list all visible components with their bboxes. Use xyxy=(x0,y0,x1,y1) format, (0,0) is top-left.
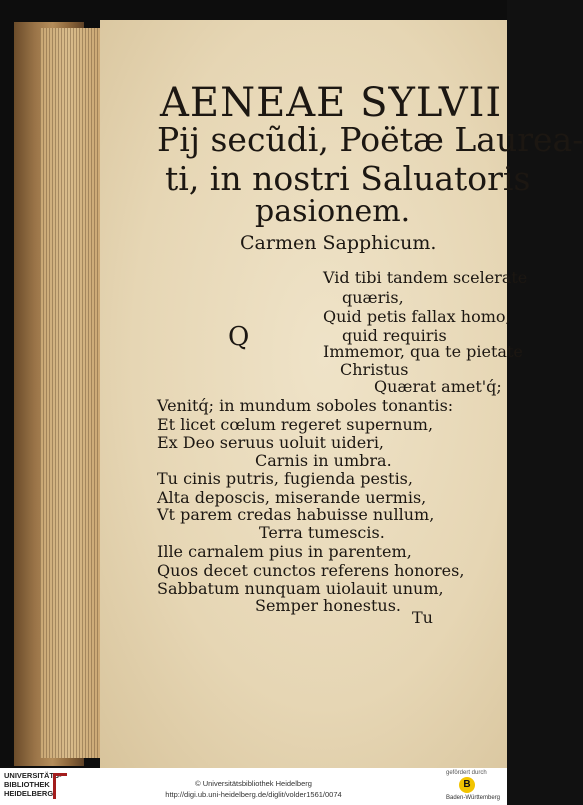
verse-line: Vt parem credas habuisse nullum, xyxy=(157,505,435,524)
verse-line: Et licet cœlum regeret supernum, xyxy=(157,415,434,434)
verse-line: Alta deposcis, miserande uermis, xyxy=(157,488,427,507)
verse-line: quid requiris xyxy=(342,326,447,345)
title-line-3: ti, in nostri Saluatoris xyxy=(165,159,531,198)
verse-line: Immemor, qua te pietate xyxy=(323,342,523,361)
verse-line: Ille carnalem pius in parentem, xyxy=(157,542,412,561)
verse-line: Semper honestus. xyxy=(255,596,401,615)
library-logo-line: HEIDELBERG xyxy=(4,789,54,798)
library-logo-line: BIBLIOTHEK xyxy=(4,780,50,789)
library-logo-line: UNIVERSITÄTS- xyxy=(4,771,62,780)
verse-line: Quærat amet'q́; xyxy=(374,377,502,396)
permalink[interactable]: http://digi.ub.uni-heidelberg.de/diglit/volder1561/0074 xyxy=(165,790,342,799)
verse-line: Christus xyxy=(340,360,409,379)
drop-initial: Q xyxy=(228,322,250,352)
verse-line: Quos decet cunctos referens honores, xyxy=(157,561,465,580)
verse-line: Venitq́; in mundum soboles tonantis: xyxy=(157,396,454,415)
title-line-2: Pij secũdi, Poëtæ Laurea- xyxy=(157,120,583,159)
verse-line: quæris, xyxy=(342,288,404,307)
verse-line: Sabbatum nunquam uiolauit unum, xyxy=(157,579,444,598)
sponsor-name: Baden-Württemberg xyxy=(446,795,501,801)
verse-line: Carnis in umbra. xyxy=(255,451,392,470)
sponsor-logo-icon[interactable]: B xyxy=(459,777,475,793)
catchword: Tu xyxy=(412,608,433,627)
verse-line: Quid petis fallax homo, xyxy=(323,307,511,326)
title-line-4: pasionem. xyxy=(255,194,411,229)
verse-line: Vid tibi tandem scelerate xyxy=(323,268,528,287)
verse-line: Terra tumescis. xyxy=(259,523,385,542)
verse-line: Tu cinis putris, fugienda pestis, xyxy=(157,469,413,488)
sponsor-label: gefördert durch xyxy=(446,770,487,776)
copyright-text: © Universitätsbibliothek Heidelberg xyxy=(195,779,312,788)
title-line-1: AENEAE SYLVII xyxy=(160,80,503,126)
viewer-footer xyxy=(0,768,507,805)
verse-line: Ex Deo seruus uoluit uideri, xyxy=(157,433,385,452)
subtitle: Carmen Sapphicum. xyxy=(240,232,437,254)
